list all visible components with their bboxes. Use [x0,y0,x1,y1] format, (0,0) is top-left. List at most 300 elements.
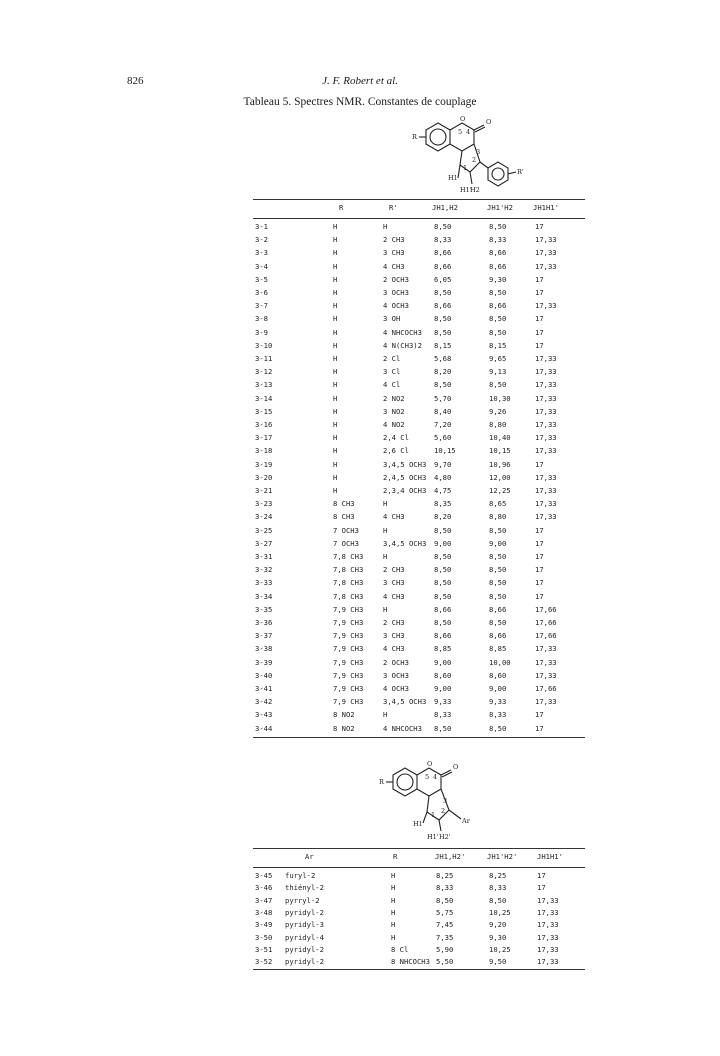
table-cell: 12,25 [489,486,511,495]
table-row [253,945,585,957]
table-row [253,644,585,656]
table-cell: 3-37 [255,631,273,641]
table-cell: 9,00 [434,538,452,548]
table-row [253,957,585,969]
table-cell: H [391,920,396,930]
structure1-label-H1prime: H1' [460,186,472,194]
table-cell: 17,33 [535,499,557,509]
table-cell: 7,9 CH3 [333,670,364,680]
table-cell: 10,40 [489,433,511,443]
table-cell: 3-42 [255,697,273,707]
table-cell: H [333,340,338,350]
table-cell: 17,33 [535,301,557,311]
table-cell: 8 CH3 [333,499,355,509]
table-cell: 4,75 [434,486,452,495]
table-cell: 8 Cl [391,944,409,954]
structure2-label-O2: O [453,763,459,771]
table-cell: 8,35 [434,499,452,509]
table-cell: pyrryl-2 [285,895,320,905]
table-row [253,684,585,696]
table-cell: 8,50 [434,288,452,297]
table1-top-rule [253,199,585,200]
table-cell: 8,50 [489,723,507,733]
table-cell: 6,05 [434,274,452,284]
table-cell: 2 CH3 [383,618,405,627]
table-row [253,262,585,274]
table-cell: 7,20 [434,420,452,429]
table-cell: 3 CH3 [383,248,405,258]
table-cell: 3-41 [255,684,273,693]
table-cell: 17 [535,222,544,231]
table-cell: 2 CH3 [383,235,405,245]
structure-diagram-1 [408,110,588,210]
table-cell: 10,00 [489,657,511,667]
table-cell: 9,26 [489,406,507,416]
table-row [253,275,585,287]
table-cell: 3-19 [255,459,273,469]
table1-header-J3: JH1H1' [533,203,559,212]
table-cell: H [333,486,338,495]
structure2-label-Ar: Ar [462,817,470,825]
structure1-label-R: R [412,133,417,141]
table-cell: pyridyl-2 [285,907,324,917]
table-cell: 17,33 [535,420,557,429]
table-cell: H [333,235,338,245]
table-cell: 7,9 CH3 [333,697,364,707]
table-cell: H [391,932,396,942]
table-cell: 10,15 [489,446,511,456]
table-row [253,871,585,883]
table-cell: 8,50 [489,380,507,390]
table-cell: 9,00 [434,684,452,693]
table-cell: 3 NO2 [383,406,405,416]
table-cell: H [333,301,338,311]
table-row [253,314,585,326]
table-cell: 8,50 [434,578,452,588]
table-cell: 10,30 [489,393,511,403]
table-cell: 8,50 [436,895,454,905]
table-row [253,724,585,736]
table-cell: 17 [535,710,544,720]
table2-header-R: R [393,852,398,861]
table1-bottom-rule [253,737,585,738]
table-cell: H [333,472,338,482]
structure1-label-1: 1 [463,164,468,172]
table-cell: H [333,446,338,456]
table-cell: 3-45 [255,871,273,880]
table-cell: 8,50 [434,723,452,733]
table-row [253,512,585,524]
table-cell: 2 OCH3 [383,657,409,667]
table-cell: 3-11 [255,354,273,363]
table2-header-Ar: Ar [305,852,314,861]
table-cell: 9,00 [489,684,507,693]
table-row [253,671,585,683]
table-cell: 3-27 [255,538,273,548]
table-cell: 3-47 [255,895,273,905]
table-cell: 8,66 [489,248,507,258]
table-cell: 8,33 [434,710,452,720]
table-cell: 3-25 [255,525,273,535]
table-row [253,301,585,313]
table-row [253,328,585,340]
table-cell: H [333,459,338,469]
table-cell: 3-36 [255,618,273,627]
table-cell: 8,50 [434,314,452,324]
table-cell: 3-7 [255,301,268,311]
table-cell: 3-6 [255,288,268,297]
table-cell: H [333,354,338,363]
table-cell: 3-4 [255,261,268,271]
running-head: J. F. Robert et al. [322,75,398,87]
table-cell: pyridyl-2 [285,944,324,954]
table-cell: 3-10 [255,340,273,350]
table-cell: 8,33 [434,235,452,245]
table-row [253,618,585,630]
table-cell: 5,90 [436,944,454,954]
table-cell: 3-3 [255,248,268,258]
structure2-label-O1: O [427,760,433,768]
table-cell: 3-24 [255,512,273,522]
table-cell: pyridyl-4 [285,932,324,942]
structure2-label-1: 1 [431,811,436,819]
table-cell: 8,33 [489,235,507,245]
table-cell: 7,45 [436,920,454,930]
table-cell: 8,50 [489,895,507,905]
table-cell: 8,50 [434,525,452,535]
table-cell: 3 OCH3 [383,288,409,297]
table-cell: 4 CH3 [383,261,405,271]
table-cell: 8,66 [489,604,507,614]
table-cell: 9,30 [489,932,507,942]
table-cell: 17,33 [535,472,557,482]
table-cell: 3-32 [255,565,273,575]
table-cell: 2,3,4 OCH3 [383,486,427,495]
table1-header-J1: JH1,H2 [432,203,458,212]
table-row [253,446,585,458]
table-row [253,420,585,432]
table-cell: 8,85 [489,644,507,654]
table-cell: 8,66 [434,248,452,258]
table2-header-J2: JH1'H2' [487,852,518,861]
table-cell: 8,15 [434,340,452,350]
table-row [253,896,585,908]
table-row [253,380,585,392]
table-cell: 3 Cl [383,367,401,377]
table-cell: 8,50 [434,591,452,601]
table-cell: 3 OCH3 [383,670,409,680]
structure2-label-3: 3 [443,797,448,805]
table-cell: 7 OCH3 [333,538,359,548]
table-row [253,578,585,590]
table-cell: 9,65 [489,354,507,363]
table-cell: 17,33 [535,644,557,654]
table-row [253,433,585,445]
structure1-label-5: 5 [458,128,463,136]
table1-header-R: R [339,203,344,212]
table-cell: 8,25 [436,871,454,880]
table-cell: pyridyl-3 [285,920,324,930]
table-cell: 17,33 [537,944,559,954]
structure2-label-2: 2 [441,807,446,815]
structure1-label-Rprime: R' [517,168,524,176]
table-cell: 8,50 [434,327,452,337]
table-cell: 17,66 [535,618,557,627]
table-cell: 9,00 [434,657,452,667]
table-cell: 17,33 [537,895,559,905]
structure2-label-5: 5 [425,773,430,781]
table-cell: pyridyl-2 [285,957,324,967]
table-cell: 3-31 [255,552,273,561]
table-cell: 7,8 CH3 [333,591,364,601]
table-cell: 3,4,5 OCH3 [383,538,427,548]
table-cell: 17,33 [537,932,559,942]
table-cell: 8,85 [434,644,452,654]
page-number: 826 [127,75,144,87]
table-cell: 9,50 [489,957,507,967]
table-row [253,552,585,564]
structure1-label-2: 2 [472,156,477,164]
table-cell: 17 [535,552,544,561]
table-cell: 8 NO2 [333,723,355,733]
table-cell: 3-18 [255,446,273,456]
table-cell: 8,66 [434,604,452,614]
table2-header-J1: JH1,H2' [435,852,466,861]
table-cell: 17,33 [535,446,557,456]
table-cell: 3-40 [255,670,273,680]
table-cell: 3-48 [255,907,273,917]
structure1-label-H1: H1 [448,174,458,182]
table-cell: 4 Cl [383,380,401,390]
table-cell: 8,50 [489,552,507,561]
table-cell: 3,4,5 OCH3 [383,697,427,707]
table-cell: 7,9 CH3 [333,631,364,641]
table-cell: 3-35 [255,604,273,614]
table-cell: 3-52 [255,957,273,967]
table-cell: 3-44 [255,723,273,733]
table-cell: 2,4,5 OCH3 [383,472,427,482]
table-row [253,341,585,353]
coupling-table-2 [253,848,585,970]
structure1-label-3: 3 [476,148,481,156]
structure2-label-R: R [379,778,384,786]
table-cell: 3-17 [255,433,273,443]
table-cell: 4 N(CH3)2 [383,340,422,350]
table-cell: 8,33 [436,883,454,893]
table-cell: H [383,499,388,509]
table-cell: 8,50 [489,618,507,627]
table-cell: 3-33 [255,578,273,588]
table-cell: 7,9 CH3 [333,604,364,614]
table-cell: 8,50 [489,222,507,231]
table-cell: 8,50 [434,380,452,390]
structure2-label-H1prime: H1' [427,833,439,841]
table-row [253,605,585,617]
table2-top-rule [253,848,585,849]
table-row [253,908,585,920]
table-row [253,592,585,604]
table-cell: 4 NO2 [383,420,405,429]
table-cell: H [383,604,388,614]
table-cell: 8,15 [489,340,507,350]
table-cell: 8,66 [434,301,452,311]
table-cell: 3-1 [255,222,268,231]
table-cell: 7,9 CH3 [333,644,364,654]
table-row [253,460,585,472]
table-cell: 17,33 [537,907,559,917]
table-cell: 17,33 [535,670,557,680]
table-cell: 17,33 [535,248,557,258]
table-cell: 10,96 [489,459,511,469]
table-cell: H [333,367,338,377]
table-cell: 9,33 [489,697,507,707]
table-row [253,486,585,498]
table-cell: 17,33 [535,380,557,390]
table-cell: 3-20 [255,472,273,482]
table-cell: 3-38 [255,644,273,654]
table-cell: 4 CH3 [383,591,405,601]
table-cell: 2,4 Cl [383,433,409,443]
table-cell: 17 [537,871,546,880]
table-cell: 8 CH3 [333,512,355,522]
structure2-label-H2prime: H2' [439,833,451,841]
table-row [253,394,585,406]
table-cell: 17 [535,591,544,601]
table-cell: 8,50 [489,525,507,535]
table-cell: 3-49 [255,920,273,930]
table-cell: 4 OCH3 [383,301,409,311]
table-cell: 8,60 [489,670,507,680]
table2-bottom-rule [253,969,585,970]
table-cell: 8,50 [489,578,507,588]
table1-header-row [253,203,585,215]
table-cell: 17 [535,340,544,350]
table-cell: H [333,420,338,429]
table-cell: 8,50 [489,314,507,324]
table-cell: 8,20 [434,512,452,522]
table-cell: 9,30 [489,274,507,284]
table-cell: H [383,710,388,720]
table-cell: 17 [535,525,544,535]
table-cell: 2 NO2 [383,393,405,403]
table-cell: 17,33 [535,657,557,667]
table-cell: 8,50 [489,591,507,601]
table-cell: 7,8 CH3 [333,578,364,588]
table-row [253,288,585,300]
table-cell: 3-8 [255,314,268,324]
structure1-label-O1: O [460,115,466,123]
table-cell: 8,40 [434,406,452,416]
table-cell: 3-5 [255,274,268,284]
table-cell: H [333,393,338,403]
table2-header-J3: JH1H1' [537,852,563,861]
table-cell: 17,66 [535,604,557,614]
table-cell: 3-9 [255,327,268,337]
table-cell: 8,66 [434,631,452,641]
table-cell: H [333,406,338,416]
table-cell: H [333,380,338,390]
table-row [253,248,585,260]
table-cell: 8,66 [434,261,452,271]
table-cell: 2,6 Cl [383,446,409,456]
table-cell: 17,66 [535,684,557,693]
table-cell: 3-16 [255,420,273,429]
table-cell: 17,33 [535,261,557,271]
table-cell: 5,50 [436,957,454,967]
table-cell: 17,33 [537,920,559,930]
table-cell: 17 [535,723,544,733]
coupling-table-1 [253,199,585,739]
table-row [253,367,585,379]
table-cell: thiényl-2 [285,883,324,893]
table-cell: 8,66 [489,261,507,271]
table-cell: 2 CH3 [383,565,405,575]
table-cell: 8,33 [489,883,507,893]
table-cell: 17,33 [535,512,557,522]
table-row [253,222,585,234]
table-cell: 3 CH3 [383,631,405,641]
table-cell: H [333,248,338,258]
table-row [253,565,585,577]
table-cell: 17,33 [535,393,557,403]
table1-header-rule [253,218,585,219]
table-cell: H [333,274,338,284]
table-cell: 7,35 [436,932,454,942]
table-cell: H [333,222,338,231]
table-cell: 8,50 [489,288,507,297]
table-cell: 8,50 [434,222,452,231]
table-cell: 3-12 [255,367,273,377]
table-cell: 8,66 [489,631,507,641]
structure1-label-O2: O [486,118,492,126]
table-cell: 3-23 [255,499,273,509]
table-cell: H [391,907,396,917]
table-cell: 8,65 [489,499,507,509]
table-cell: H [391,883,396,893]
table-row [253,235,585,247]
table-cell: H [333,261,338,271]
table-row [253,354,585,366]
table-cell: 5,70 [434,393,452,403]
table-cell: 17 [535,565,544,575]
table-cell: 17,33 [535,406,557,416]
table-cell: 9,70 [434,459,452,469]
table-cell: 3-51 [255,944,273,954]
table-cell: 4 NHCOCH3 [383,723,422,733]
table-cell: 17,33 [537,957,559,967]
table-cell: 3,4,5 OCH3 [383,459,427,469]
structure1-label-4: 4 [466,128,471,136]
table-cell: H [333,327,338,337]
table-cell: 8,80 [489,420,507,429]
table-row [253,499,585,511]
table-cell: 17,33 [535,235,557,245]
table-cell: 2 OCH3 [383,274,409,284]
structure2-label-H1: H1 [413,820,423,828]
table-row [253,631,585,643]
table-cell: 4,80 [434,472,452,482]
table-row [253,933,585,945]
table-cell: 3-50 [255,932,273,942]
table-cell: 3-14 [255,393,273,403]
table-cell: 3-15 [255,406,273,416]
table-cell: H [333,288,338,297]
table1-header-J2: JH1'H2 [487,203,513,212]
table-row [253,883,585,895]
table-cell: H [333,433,338,443]
table-cell: 17,33 [535,433,557,443]
table-cell: 7,9 CH3 [333,618,364,627]
